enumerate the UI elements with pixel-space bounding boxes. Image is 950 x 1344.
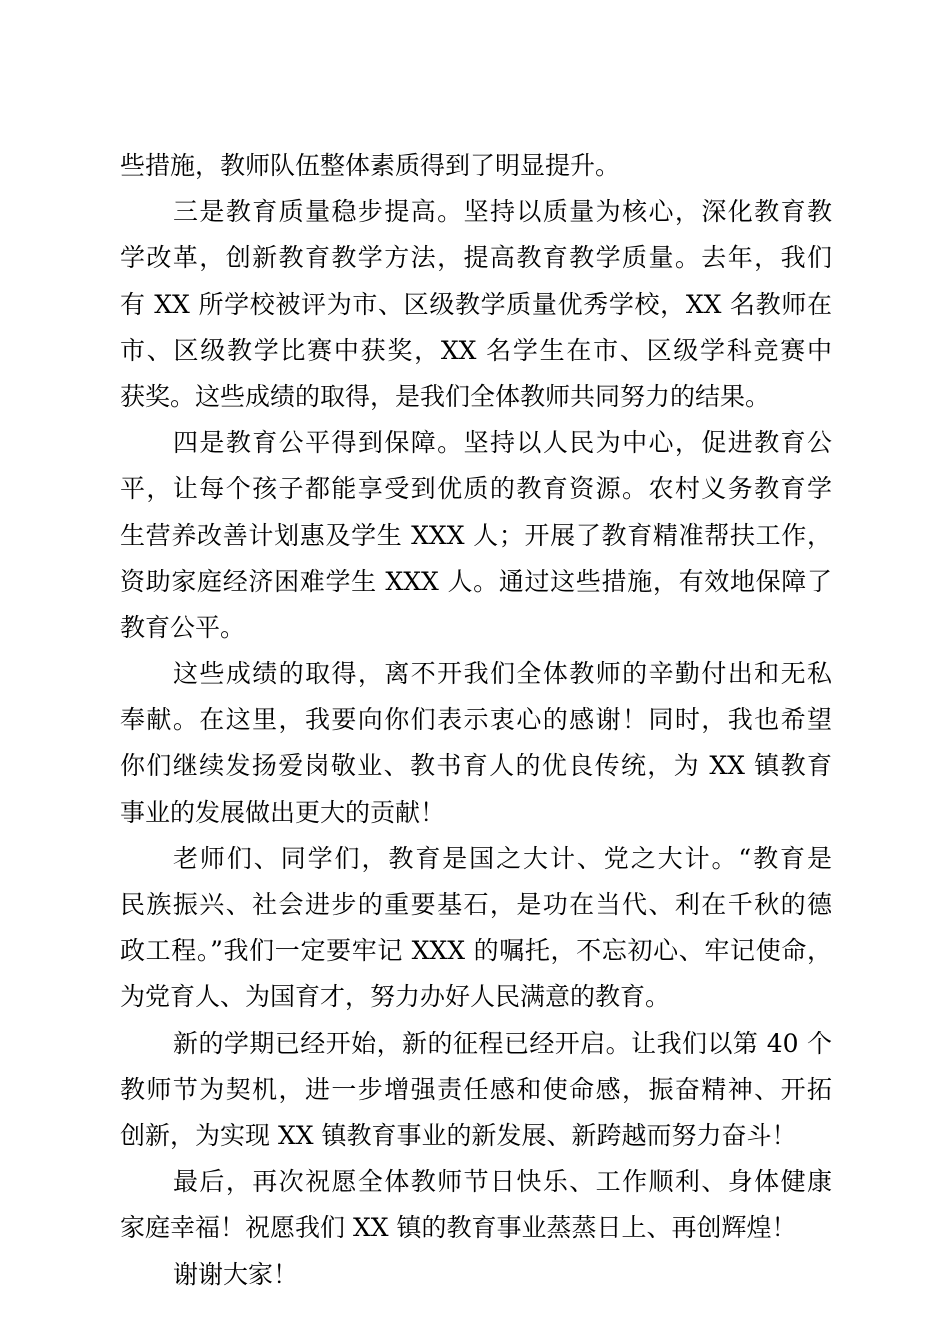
paragraph-line: 创新，为实现 XX 镇教育事业的新发展、新跨越而努力奋斗！ [120, 1120, 797, 1150]
paragraph-line: 民族振兴、社会进步的重要基石，是功在当代、利在千秋的德 [120, 890, 832, 919]
paragraph-line: 市、区级教学比赛中获奖，XX 名学生在市、区级学科竞赛中 [120, 335, 832, 365]
paragraph-line: 家庭幸福！祝愿我们 XX 镇的教育事业蒸蒸日上、再创辉煌！ [120, 1213, 797, 1243]
paragraph-line: 三是教育质量稳步提高。坚持以质量为核心，深化教育教 [173, 197, 832, 227]
paragraph-line: 学改革，创新教育教学方法，提高教育教学质量。去年，我们 [120, 243, 832, 273]
paragraph-line: 最后，再次祝愿全体教师节日快乐、工作顺利、身体健康 [173, 1167, 832, 1197]
closing-line: 谢谢大家！ [173, 1259, 299, 1289]
paragraph-line: 教师节为契机，进一步增强责任感和使命感，振奋精神、开拓 [120, 1074, 832, 1104]
paragraph-line: 事业的发展做出更大的贡献！ [120, 797, 446, 827]
paragraph-line: 获奖。这些成绩的取得，是我们全体教师共同努力的结果。 [120, 381, 771, 411]
paragraph-line: 平，让每个孩子都能享受到优质的教育资源。农村义务教育学 [120, 474, 832, 504]
paragraph-line: 有 XX 所学校被评为市、区级教学质量优秀学校，XX 名教师在 [120, 289, 832, 319]
paragraph-line: 老师们、同学们，教育是国之大计、党之大计。“教育是 [173, 843, 832, 873]
paragraph-line: 这些成绩的取得，离不开我们全体教师的辛勤付出和无私 [173, 659, 832, 689]
speech-body [120, 143, 832, 1298]
paragraph-line: 些措施，教师队伍整体素质得到了明显提升。 [120, 151, 621, 180]
paragraph-line: 生营养改善计划惠及学生 XXX 人；开展了教育精准帮扶工作， [120, 520, 832, 550]
paragraph-line: 奉献。在这里，我要向你们表示衷心的感谢！同时，我也希望 [120, 705, 832, 735]
paragraph-line: 新的学期已经开始，新的征程已经开启。让我们以第 40 个 [173, 1028, 832, 1058]
paragraph-line: 教育公平。 [120, 612, 246, 642]
paragraph-line: 政工程。”我们一定要牢记 XXX 的嘱托，不忘初心、牢记使命， [120, 936, 832, 966]
paragraph-line: 你们继续发扬爱岗敬业、教书育人的优良传统，为 XX 镇教育 [120, 751, 832, 781]
paragraph-line: 资助家庭经济困难学生 XXX 人。通过这些措施，有效地保障了 [120, 566, 832, 596]
paragraph-line: 为党育人、为国育才，努力办好人民满意的教育。 [120, 982, 671, 1012]
paragraph-line: 四是教育公平得到保障。坚持以人民为中心，促进教育公 [173, 428, 832, 458]
